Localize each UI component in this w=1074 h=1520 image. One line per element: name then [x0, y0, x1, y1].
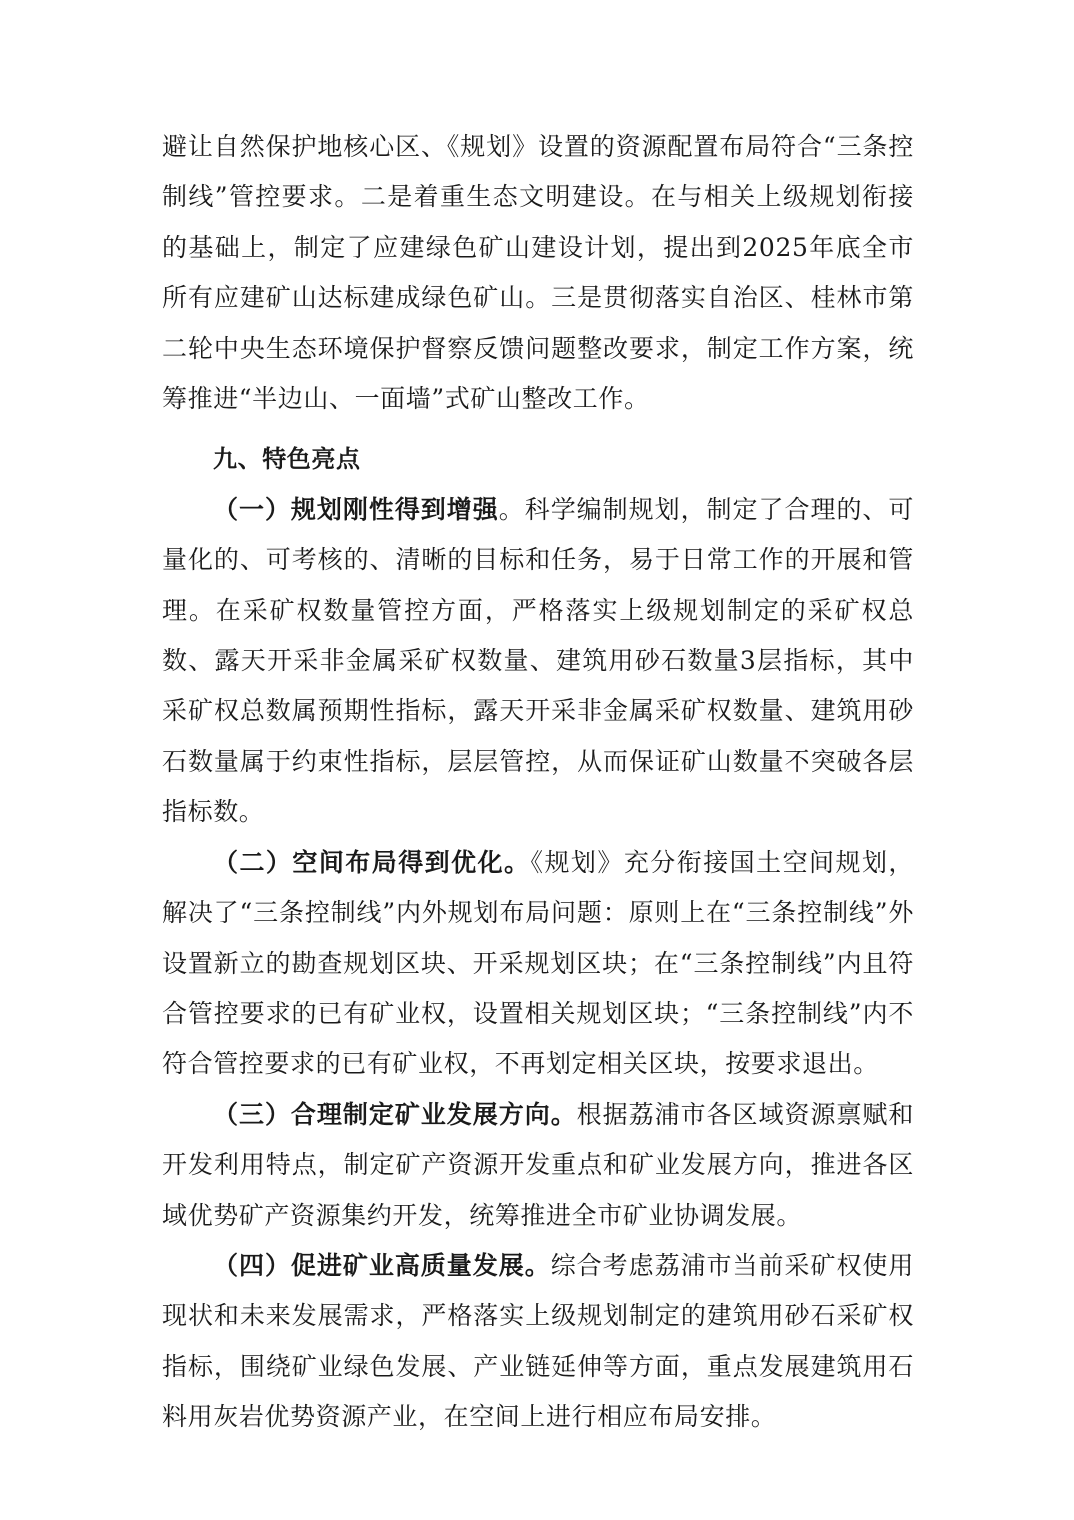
- highlight-item-4-body: 综合考虑荔浦市当前采矿权使用现状和未来发展需求，严格落实上级规划制定的建筑用砂石采矿权指标，围绕矿业绿色发展、产业链延伸等方面，重点发展建筑用石料用灰岩优势资源产业，在空间上进行相应布局安排。: [162, 1250, 914, 1432]
- highlight-item-3-body: 根据荔浦市各区域资源禀赋和开发利用特点，制定矿产资源开发重点和矿业发展方向，推进各区域优势矿产资源集约开发，统筹推进全市矿业协调发展。: [162, 1099, 914, 1230]
- document-page: [162, 122, 914, 1443]
- highlight-item-4-lead: （四）促进矿业高质量发展。: [213, 1250, 551, 1280]
- highlight-item-4: [162, 1241, 914, 1443]
- highlight-item-2-lead: （二）空间布局得到优化。: [213, 847, 531, 877]
- highlight-item-2: [162, 838, 914, 1090]
- intro-paragraph: 避让自然保护地核心区、《规划》设置的资源配置布局符合“三条控制线”管控要求。二是着重生态文明建设。在与相关上级规划衔接的基础上，制定了应建绿色矿山建设计划，提出到2025年底全市所有应建矿山达标建成绿色矿山。三是贯彻落实自治区、桂林市第二轮中央生态环境保护督察反馈问题整改要求，制定工作方案，统筹推进“半边山、一面墙”式矿山整改工作。: [162, 132, 914, 414]
- highlight-item-2-body: 《规划》充分衔接国土空间规划，解决了“三条控制线”内外规划布局问题：原则上在“三条控制线”外设置新立的勘查规划区块、开采规划区块；在“三条控制线”内且符合管控要求的已有矿业权，设置相关规划区块；“三条控制线”内不符合管控要求的已有矿业权，不再划定相关区块，按要求退出。: [162, 847, 914, 1079]
- section-heading: 九、特色亮点: [213, 445, 361, 474]
- highlight-item-1-lead: （一）规划刚性得到增强: [213, 494, 499, 524]
- highlight-item-1: [162, 485, 914, 838]
- highlight-item-1-body: 。科学编制规划，制定了合理的、可量化的、可考核的、清晰的目标和任务，易于日常工作的开展和管理。在采矿权数量管控方面，严格落实上级规划制定的采矿权总数、露天开采非金属采矿权数量、建筑用砂石数量3层指标，其中采矿权总数属预期性指标，露天开采非金属采矿权数量、建筑用砂石数量属于约束性指标，层层管控，从而保证矿山数量不突破各层指标数。: [162, 494, 914, 827]
- highlight-item-3-lead: （三）合理制定矿业发展方向。: [213, 1099, 577, 1129]
- highlight-item-3: [162, 1090, 914, 1241]
